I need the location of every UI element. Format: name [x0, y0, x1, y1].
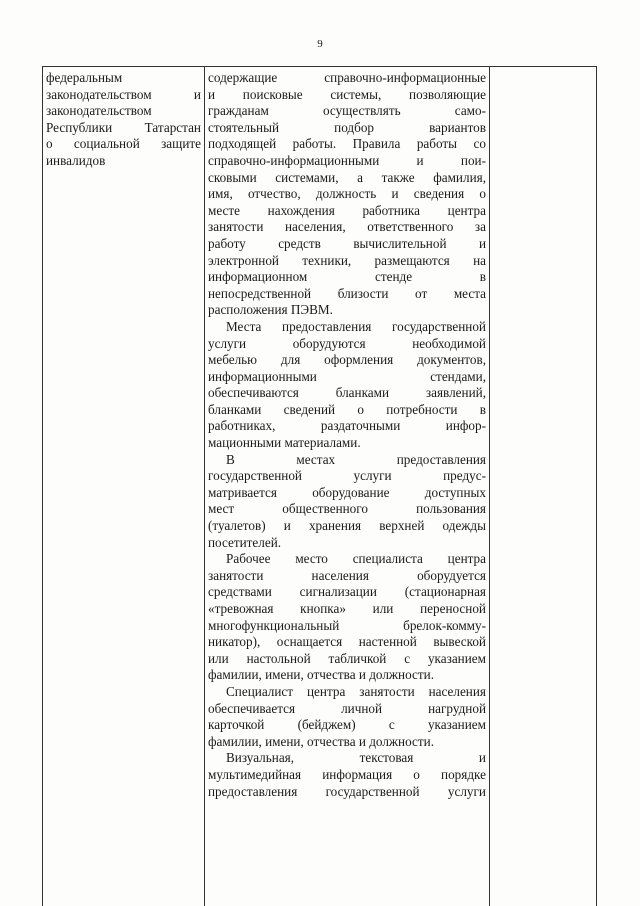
legal-basis-line: Республики Татарстан [46, 119, 201, 135]
requirements-line: обеспечивается личной нагрудной [208, 700, 486, 716]
requirements-line: предоставления государственной услуги [208, 783, 486, 799]
requirements-line: и поисковые системы, позволяющие [208, 86, 486, 102]
legal-basis-line: инвалидов [46, 152, 106, 168]
requirements-line: информационном стенде в [208, 269, 486, 285]
requirements-line: бланками сведений о потребности в [208, 401, 486, 417]
requirements-line: работниках, раздаточными инфор- [208, 418, 486, 434]
requirements-line: мебелью для оформления документов, [208, 352, 486, 368]
requirements-cell [205, 67, 490, 906]
requirements-paragraph [208, 70, 486, 319]
requirements-line: мультимедийная информация о порядке [208, 766, 486, 782]
requirements-line: работу средств вычислительной и [208, 235, 486, 251]
requirements-line: или настольной табличкой с указанием [208, 650, 486, 666]
page-number: 9 [317, 38, 323, 50]
requirements-line: содержащие справочно-информационные [208, 70, 486, 85]
requirements-line: подходящей работы. Правила работы со [208, 136, 486, 152]
requirements-line: непосредственной близости от места [208, 285, 486, 301]
requirements-line: гражданам осуществлять само- [208, 103, 486, 119]
notes-cell [490, 67, 597, 906]
requirements-line: многофункциональный брелок-комму- [208, 617, 486, 633]
table-row [43, 67, 597, 906]
regulation-table [42, 66, 597, 906]
requirements-line: расположения ПЭВМ. [208, 302, 333, 318]
requirements-line: занятости населения оборудуется [208, 567, 486, 583]
requirements-line: обеспечиваются бланками заявлений, [208, 385, 486, 401]
requirements-line: государственной услуги предус- [208, 468, 486, 484]
requirements-line: карточкой (бейджем) с указанием [208, 717, 486, 733]
requirements-line: средствами сигнализации (стационарная [208, 584, 486, 600]
requirements-line: «тревожная кнопка» или переносной [208, 601, 486, 616]
legal-basis-cell [43, 67, 205, 906]
requirements-line: Специалист центра занятости населения [226, 683, 486, 699]
requirements-paragraph [208, 319, 486, 452]
legal-basis-line: федеральным [46, 70, 123, 85]
legal-basis-line: законодательством [46, 103, 152, 119]
requirements-line: информационными стендами, [208, 368, 486, 384]
requirements-line: мационными материалами. [208, 435, 361, 451]
requirements-line: сковыми системами, а также фамилия, [208, 169, 486, 185]
requirements-line: услуги оборудуются необходимой [208, 335, 486, 351]
legal-basis-line: законодательством и [46, 86, 201, 102]
requirements-paragraph [208, 684, 486, 750]
requirements-line: (туалетов) и хранения верхней одежды [208, 518, 486, 534]
requirements-line: фамилии, имени, отчества и должности. [208, 667, 434, 683]
requirements-line: Визуальная, текстовая и [226, 750, 486, 766]
requirements-line: мест общественного пользования [208, 501, 486, 517]
requirements-line: В местах предоставления [226, 451, 486, 467]
requirements-line: занятости населения, ответственного за [208, 219, 486, 235]
requirements-paragraph [208, 551, 486, 684]
requirements-line: фамилии, имени, отчества и должности. [208, 733, 434, 749]
requirements-line: справочно-информационными и пои- [208, 152, 486, 168]
requirements-line: посетителей. [208, 534, 282, 550]
legal-basis-line: о социальной защите [46, 136, 201, 152]
requirements-line: месте нахождения работника центра [208, 202, 486, 218]
requirements-line: стоятельный подбор вариантов [208, 119, 486, 135]
requirements-line: матривается оборудование доступных [208, 484, 486, 500]
requirements-line: Рабочее место специалиста центра [226, 551, 486, 567]
requirements-line: электронной техники, размещаются на [208, 252, 486, 268]
requirements-paragraph [208, 452, 486, 552]
requirements-line: имя, отчество, должность и сведения о [208, 186, 486, 202]
requirements-paragraph [208, 750, 486, 800]
requirements-line: Места предоставления государственной [226, 318, 486, 334]
requirements-line: никатор), оснащается настенной вывеской [208, 634, 486, 650]
